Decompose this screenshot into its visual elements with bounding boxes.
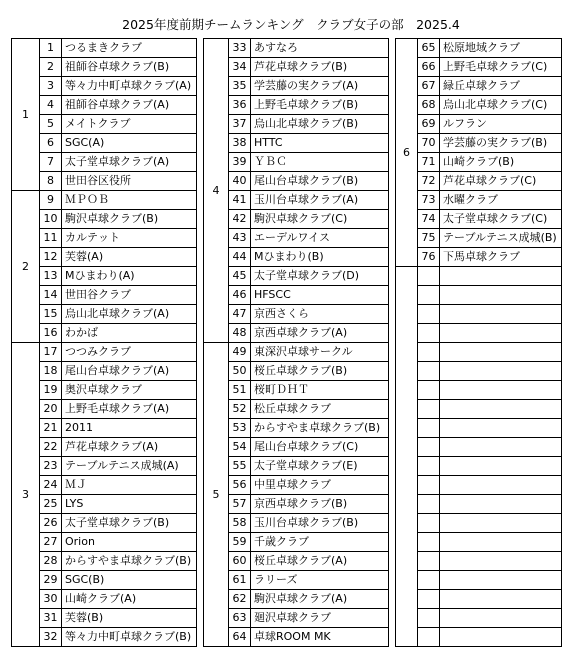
team-name bbox=[440, 400, 562, 419]
team-name: HFSCC bbox=[251, 286, 389, 305]
team-name: 桜丘卓球クラブ(B) bbox=[251, 362, 389, 381]
team-name: 山崎クラブ(A) bbox=[62, 590, 197, 609]
team-name: 芦花卓球クラブ(B) bbox=[251, 58, 389, 77]
ranking-row bbox=[12, 286, 197, 305]
team-name bbox=[440, 495, 562, 514]
team-name: Orion bbox=[62, 533, 197, 552]
team-name: 駒沢卓球クラブ(A) bbox=[251, 590, 389, 609]
ranking-row bbox=[204, 39, 389, 58]
rank-number: 11 bbox=[40, 229, 62, 248]
rank-number: 27 bbox=[40, 533, 62, 552]
ranking-row bbox=[396, 609, 562, 628]
rank-number: 51 bbox=[229, 381, 251, 400]
rank-number: 6 bbox=[40, 134, 62, 153]
team-name bbox=[440, 324, 562, 343]
rank-number bbox=[418, 438, 440, 457]
rank-number: 69 bbox=[418, 115, 440, 134]
team-name bbox=[440, 571, 562, 590]
team-name: 桜町ＤＨＴ bbox=[251, 381, 389, 400]
rank-number bbox=[418, 533, 440, 552]
ranking-row bbox=[204, 134, 389, 153]
rank-number: 65 bbox=[418, 39, 440, 58]
ranking-row bbox=[12, 58, 197, 77]
ranking-row bbox=[396, 96, 562, 115]
ranking-row bbox=[12, 590, 197, 609]
ranking-row bbox=[12, 438, 197, 457]
ranking-row bbox=[12, 495, 197, 514]
rank-number: 1 bbox=[40, 39, 62, 58]
rank-number: 5 bbox=[40, 115, 62, 134]
ranking-row bbox=[12, 134, 197, 153]
ranking-row bbox=[204, 514, 389, 533]
rank-number: 70 bbox=[418, 134, 440, 153]
team-name: 尾山台卓球クラブ(A) bbox=[62, 362, 197, 381]
ranking-row bbox=[12, 552, 197, 571]
rank-number: 74 bbox=[418, 210, 440, 229]
team-name: テーブルテニス成城(A) bbox=[62, 457, 197, 476]
rank-number: 72 bbox=[418, 172, 440, 191]
team-name: 緑丘卓球クラブ bbox=[440, 77, 562, 96]
team-name: 玉川台卓球クラブ(A) bbox=[251, 191, 389, 210]
ranking-row bbox=[12, 248, 197, 267]
ranking-row bbox=[204, 476, 389, 495]
ranking-row bbox=[204, 457, 389, 476]
ranking-row bbox=[204, 210, 389, 229]
group-label: 5 bbox=[204, 343, 229, 647]
rank-number: 15 bbox=[40, 305, 62, 324]
ranking-row bbox=[12, 115, 197, 134]
ranking-row bbox=[12, 476, 197, 495]
rank-number: 8 bbox=[40, 172, 62, 191]
rank-number: 62 bbox=[229, 590, 251, 609]
team-name: 松丘卓球クラブ bbox=[251, 400, 389, 419]
ranking-row bbox=[396, 590, 562, 609]
rank-number bbox=[418, 590, 440, 609]
rank-number bbox=[418, 419, 440, 438]
rank-number: 66 bbox=[418, 58, 440, 77]
ranking-row bbox=[204, 571, 389, 590]
rank-number bbox=[418, 381, 440, 400]
team-name: 太子堂卓球クラブ(E) bbox=[251, 457, 389, 476]
rank-number bbox=[418, 457, 440, 476]
rank-number: 57 bbox=[229, 495, 251, 514]
ranking-row bbox=[12, 153, 197, 172]
team-name: 芙蓉(A) bbox=[62, 248, 197, 267]
rank-number: 64 bbox=[229, 628, 251, 647]
team-name: 松原地域クラブ bbox=[440, 39, 562, 58]
team-name bbox=[440, 533, 562, 552]
ranking-row bbox=[12, 400, 197, 419]
ranking-row bbox=[12, 381, 197, 400]
team-name: 烏山北卓球クラブ(C) bbox=[440, 96, 562, 115]
team-name: 上野毛卓球クラブ(A) bbox=[62, 400, 197, 419]
ranking-row bbox=[396, 628, 562, 647]
rank-number: 60 bbox=[229, 552, 251, 571]
rank-number bbox=[418, 514, 440, 533]
team-name: 廻沢卓球クラブ bbox=[251, 609, 389, 628]
team-name: 上野毛卓球クラブ(B) bbox=[251, 96, 389, 115]
ranking-row bbox=[204, 362, 389, 381]
team-name: 水曜クラブ bbox=[440, 191, 562, 210]
ranking-row bbox=[396, 172, 562, 191]
team-name: 卓球ROOM MK bbox=[251, 628, 389, 647]
rank-number: 4 bbox=[40, 96, 62, 115]
team-name bbox=[440, 628, 562, 647]
page-title: 2025年度前期チームランキング クラブ女子の部 2025.4 bbox=[122, 17, 460, 32]
team-name: 世田谷クラブ bbox=[62, 286, 197, 305]
rank-number: 59 bbox=[229, 533, 251, 552]
rank-number: 45 bbox=[229, 267, 251, 286]
team-name: SGC(B) bbox=[62, 571, 197, 590]
ranking-column-1 bbox=[11, 38, 197, 647]
rank-number: 29 bbox=[40, 571, 62, 590]
team-name: ＭＰＯＢ bbox=[62, 191, 197, 210]
team-name: ＭＪ bbox=[62, 476, 197, 495]
rank-number: 73 bbox=[418, 191, 440, 210]
ranking-row bbox=[204, 191, 389, 210]
team-name: からすやま卓球クラブ(B) bbox=[62, 552, 197, 571]
rank-number: 24 bbox=[40, 476, 62, 495]
team-name: つるまきクラブ bbox=[62, 39, 197, 58]
rank-number: 58 bbox=[229, 514, 251, 533]
rank-number: 34 bbox=[229, 58, 251, 77]
ranking-row bbox=[396, 267, 562, 286]
team-name: 学芸藤の実クラブ(B) bbox=[440, 134, 562, 153]
team-name: Mひまわり(A) bbox=[62, 267, 197, 286]
rank-number bbox=[418, 305, 440, 324]
group-label: 1 bbox=[12, 39, 40, 191]
rank-number: 19 bbox=[40, 381, 62, 400]
ranking-row bbox=[204, 609, 389, 628]
rank-number: 16 bbox=[40, 324, 62, 343]
ranking-row bbox=[12, 362, 197, 381]
ranking-row bbox=[12, 324, 197, 343]
ranking-row bbox=[204, 77, 389, 96]
ranking-row bbox=[12, 457, 197, 476]
ranking-row bbox=[396, 229, 562, 248]
team-name: 東深沢卓球サークル bbox=[251, 343, 389, 362]
ranking-row bbox=[204, 96, 389, 115]
team-name: 桜丘卓球クラブ(A) bbox=[251, 552, 389, 571]
ranking-row bbox=[396, 476, 562, 495]
rank-number bbox=[418, 552, 440, 571]
team-name: 芦花卓球クラブ(A) bbox=[62, 438, 197, 457]
ranking-row bbox=[396, 58, 562, 77]
ranking-row bbox=[396, 533, 562, 552]
ranking-row bbox=[12, 305, 197, 324]
ranking-row bbox=[396, 457, 562, 476]
ranking-row bbox=[396, 419, 562, 438]
ranking-row bbox=[396, 248, 562, 267]
rank-number: 21 bbox=[40, 419, 62, 438]
rank-number: 68 bbox=[418, 96, 440, 115]
rank-number: 35 bbox=[229, 77, 251, 96]
ranking-row bbox=[204, 172, 389, 191]
ranking-row bbox=[204, 438, 389, 457]
team-name: HTTC bbox=[251, 134, 389, 153]
ranking-row bbox=[396, 286, 562, 305]
rank-number: 63 bbox=[229, 609, 251, 628]
team-name: 太子堂卓球クラブ(B) bbox=[62, 514, 197, 533]
ranking-row bbox=[396, 343, 562, 362]
rank-number bbox=[418, 628, 440, 647]
ranking-column-3 bbox=[395, 38, 562, 647]
ranking-row bbox=[204, 58, 389, 77]
team-name bbox=[440, 381, 562, 400]
team-name: 尾山台卓球クラブ(B) bbox=[251, 172, 389, 191]
team-name bbox=[440, 267, 562, 286]
ranking-row bbox=[396, 495, 562, 514]
ranking-row bbox=[396, 514, 562, 533]
rank-number: 76 bbox=[418, 248, 440, 267]
team-name: 奥沢卓球クラブ bbox=[62, 381, 197, 400]
ranking-row bbox=[204, 324, 389, 343]
rank-number: 50 bbox=[229, 362, 251, 381]
team-name bbox=[440, 305, 562, 324]
ranking-row bbox=[396, 400, 562, 419]
ranking-row bbox=[12, 343, 197, 362]
team-name: ルフラン bbox=[440, 115, 562, 134]
ranking-row bbox=[396, 210, 562, 229]
rank-number: 75 bbox=[418, 229, 440, 248]
team-name: 下馬卓球クラブ bbox=[440, 248, 562, 267]
rank-number bbox=[418, 571, 440, 590]
ranking-row bbox=[12, 39, 197, 58]
ranking-row bbox=[396, 438, 562, 457]
team-name: 祖師谷卓球クラブ(B) bbox=[62, 58, 197, 77]
team-name: 太子堂卓球クラブ(C) bbox=[440, 210, 562, 229]
ranking-row bbox=[204, 305, 389, 324]
rank-number: 38 bbox=[229, 134, 251, 153]
ranking-row bbox=[204, 248, 389, 267]
rank-number: 32 bbox=[40, 628, 62, 647]
team-name: 京西卓球クラブ(B) bbox=[251, 495, 389, 514]
team-name: 烏山北卓球クラブ(A) bbox=[62, 305, 197, 324]
rank-number: 49 bbox=[229, 343, 251, 362]
rank-number: 46 bbox=[229, 286, 251, 305]
team-name: 上野毛卓球クラブ(C) bbox=[440, 58, 562, 77]
ranking-row bbox=[396, 39, 562, 58]
ranking-row bbox=[204, 267, 389, 286]
ranking-row bbox=[396, 324, 562, 343]
team-name bbox=[440, 362, 562, 381]
rank-number: 37 bbox=[229, 115, 251, 134]
rank-number: 40 bbox=[229, 172, 251, 191]
rank-number: 54 bbox=[229, 438, 251, 457]
team-name bbox=[440, 514, 562, 533]
rank-number bbox=[418, 324, 440, 343]
ranking-row bbox=[396, 381, 562, 400]
rank-number: 25 bbox=[40, 495, 62, 514]
rank-number: 14 bbox=[40, 286, 62, 305]
team-name: 世田谷区役所 bbox=[62, 172, 197, 191]
ranking-row bbox=[12, 514, 197, 533]
ranking-row bbox=[12, 172, 197, 191]
ranking-row bbox=[396, 362, 562, 381]
group-label: 2 bbox=[12, 191, 40, 343]
team-name: テーブルテニス成城(B) bbox=[440, 229, 562, 248]
team-name: ラリーズ bbox=[251, 571, 389, 590]
ranking-row bbox=[12, 191, 197, 210]
rank-number: 43 bbox=[229, 229, 251, 248]
rank-number bbox=[418, 609, 440, 628]
rank-number: 28 bbox=[40, 552, 62, 571]
team-name bbox=[440, 286, 562, 305]
ranking-row bbox=[204, 343, 389, 362]
group-label: 6 bbox=[396, 39, 418, 267]
ranking-row bbox=[204, 590, 389, 609]
rank-number: 17 bbox=[40, 343, 62, 362]
team-name: Mひまわり(B) bbox=[251, 248, 389, 267]
rank-number: 23 bbox=[40, 457, 62, 476]
team-name: 烏山北卓球クラブ(B) bbox=[251, 115, 389, 134]
ranking-row bbox=[204, 400, 389, 419]
team-name: 駒沢卓球クラブ(C) bbox=[251, 210, 389, 229]
ranking-row bbox=[12, 419, 197, 438]
rank-number: 47 bbox=[229, 305, 251, 324]
team-name bbox=[440, 457, 562, 476]
rank-number: 3 bbox=[40, 77, 62, 96]
team-name: 学芸藤の実クラブ(A) bbox=[251, 77, 389, 96]
team-name: つつみクラブ bbox=[62, 343, 197, 362]
rank-number: 48 bbox=[229, 324, 251, 343]
ranking-row bbox=[396, 571, 562, 590]
ranking-row bbox=[204, 229, 389, 248]
ranking-row bbox=[12, 96, 197, 115]
team-name bbox=[440, 438, 562, 457]
rank-number bbox=[418, 476, 440, 495]
rank-number: 41 bbox=[229, 191, 251, 210]
team-name: 千歳クラブ bbox=[251, 533, 389, 552]
ranking-row bbox=[396, 115, 562, 134]
team-name: 京西さくら bbox=[251, 305, 389, 324]
ranking-row bbox=[204, 153, 389, 172]
group-label bbox=[396, 267, 418, 647]
rank-number: 67 bbox=[418, 77, 440, 96]
team-name: 芙蓉(B) bbox=[62, 609, 197, 628]
team-name: 等々力中町卓球クラブ(A) bbox=[62, 77, 197, 96]
ranking-row bbox=[12, 229, 197, 248]
rank-number: 39 bbox=[229, 153, 251, 172]
ranking-row bbox=[204, 495, 389, 514]
rank-number: 13 bbox=[40, 267, 62, 286]
rank-number: 22 bbox=[40, 438, 62, 457]
rank-number bbox=[418, 495, 440, 514]
team-name: 山崎クラブ(B) bbox=[440, 153, 562, 172]
ranking-row bbox=[396, 134, 562, 153]
team-name: 芦花卓球クラブ(C) bbox=[440, 172, 562, 191]
team-name: わかば bbox=[62, 324, 197, 343]
rank-number bbox=[418, 400, 440, 419]
ranking-row bbox=[396, 153, 562, 172]
team-name: LYS bbox=[62, 495, 197, 514]
ranking-row bbox=[12, 533, 197, 552]
ranking-row bbox=[204, 628, 389, 647]
rank-number: 52 bbox=[229, 400, 251, 419]
rank-number: 20 bbox=[40, 400, 62, 419]
team-name: あすなろ bbox=[251, 39, 389, 58]
rank-number bbox=[418, 267, 440, 286]
group-label: 4 bbox=[204, 39, 229, 343]
team-name: 祖師谷卓球クラブ(A) bbox=[62, 96, 197, 115]
rank-number: 30 bbox=[40, 590, 62, 609]
rank-number: 53 bbox=[229, 419, 251, 438]
rank-number bbox=[418, 343, 440, 362]
rank-number: 10 bbox=[40, 210, 62, 229]
team-name: からすやま卓球クラブ(B) bbox=[251, 419, 389, 438]
ranking-row bbox=[396, 77, 562, 96]
team-name: 太子堂卓球クラブ(D) bbox=[251, 267, 389, 286]
rank-number: 55 bbox=[229, 457, 251, 476]
ranking-column-2 bbox=[203, 38, 389, 647]
team-name: 等々力中町卓球クラブ(B) bbox=[62, 628, 197, 647]
ranking-row bbox=[12, 628, 197, 647]
team-name: メイトクラブ bbox=[62, 115, 197, 134]
ranking-row bbox=[396, 305, 562, 324]
rank-number: 44 bbox=[229, 248, 251, 267]
rank-number: 2 bbox=[40, 58, 62, 77]
ranking-row bbox=[396, 552, 562, 571]
team-name bbox=[440, 552, 562, 571]
rank-number bbox=[418, 362, 440, 381]
rank-number: 7 bbox=[40, 153, 62, 172]
team-name bbox=[440, 343, 562, 362]
ranking-row bbox=[204, 381, 389, 400]
rank-number: 12 bbox=[40, 248, 62, 267]
ranking-row bbox=[396, 191, 562, 210]
team-name: 尾山台卓球クラブ(C) bbox=[251, 438, 389, 457]
team-name: SGC(A) bbox=[62, 134, 197, 153]
ranking-row bbox=[12, 609, 197, 628]
rank-number: 71 bbox=[418, 153, 440, 172]
rank-number: 18 bbox=[40, 362, 62, 381]
group-label: 3 bbox=[12, 343, 40, 647]
ranking-row bbox=[12, 571, 197, 590]
team-name bbox=[440, 609, 562, 628]
rank-number bbox=[418, 286, 440, 305]
rank-number: 33 bbox=[229, 39, 251, 58]
team-name bbox=[440, 419, 562, 438]
rank-number: 31 bbox=[40, 609, 62, 628]
team-name: 中里卓球クラブ bbox=[251, 476, 389, 495]
ranking-row bbox=[204, 552, 389, 571]
rank-number: 36 bbox=[229, 96, 251, 115]
ranking-row bbox=[204, 286, 389, 305]
team-name bbox=[440, 590, 562, 609]
team-name: 駒沢卓球クラブ(B) bbox=[62, 210, 197, 229]
rank-number: 56 bbox=[229, 476, 251, 495]
team-name: 2011 bbox=[62, 419, 197, 438]
team-name: エーデルワイス bbox=[251, 229, 389, 248]
ranking-row bbox=[204, 419, 389, 438]
rank-number: 61 bbox=[229, 571, 251, 590]
team-name: 玉川台卓球クラブ(B) bbox=[251, 514, 389, 533]
team-name: カルテット bbox=[62, 229, 197, 248]
rank-number: 9 bbox=[40, 191, 62, 210]
team-name: 京西卓球クラブ(A) bbox=[251, 324, 389, 343]
ranking-row bbox=[12, 77, 197, 96]
ranking-row bbox=[204, 115, 389, 134]
ranking-row bbox=[204, 533, 389, 552]
ranking-row bbox=[12, 267, 197, 286]
team-name: 太子堂卓球クラブ(A) bbox=[62, 153, 197, 172]
rank-number: 26 bbox=[40, 514, 62, 533]
team-name bbox=[440, 476, 562, 495]
rank-number: 42 bbox=[229, 210, 251, 229]
team-name: ＹＢＣ bbox=[251, 153, 389, 172]
ranking-row bbox=[12, 210, 197, 229]
